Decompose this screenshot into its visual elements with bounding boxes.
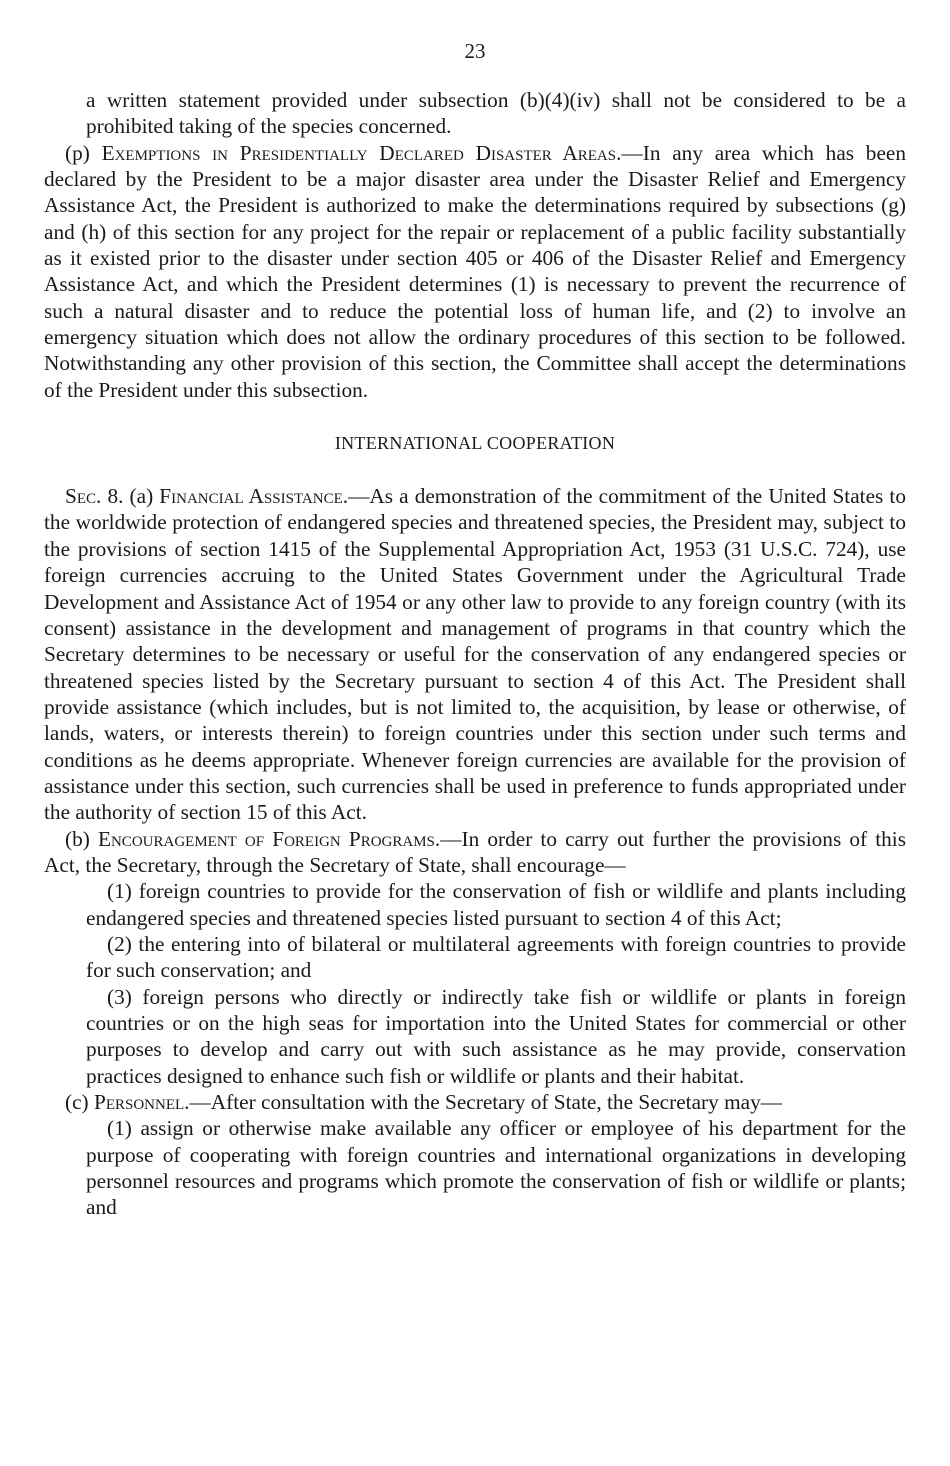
subsection-p-label: (p) xyxy=(65,140,90,165)
subsection-a-heading: Financial Assistance. xyxy=(159,484,349,509)
subsection-p-paragraph xyxy=(44,140,906,403)
section-number: 8. (a) xyxy=(107,484,154,509)
subsection-p-text: —In any area which has been declared by the President to be a major disaster area under the Disaster Relief and Emergency Assistance Act, the President is authorized to make the determinations required by subsections (g) and (h) of this section for any project for the repair or replacement of a public facility substantially as it existed prior to the disaster under section 405 or 406 of the Disaster Relief and Emergency Assistance Act, and which the President determines (1) is necessary to prevent the recurrence of such a natural disaster and to reduce the potential loss of human life, and (2) to involve an emergency situation which does not allow the ordinary procedures of this section to be followed. Notwithstanding any other provision of this section, the Committee shall accept the determinations of the President under this subsection. xyxy=(44,140,907,402)
subsection-c-item-1: (1) assign or otherwise make available any officer or employee of his department for the purpose of cooperating with foreign countries and international organizations in developing personnel resources and programs which promote the conservation of fish or wildlife or plants; and xyxy=(86,1116,906,1220)
subsection-c-heading: Personnel. xyxy=(93,1090,190,1115)
subsection-a-text: —As a demonstration of the commitment of the United States to the worldwide protection of endangered species and threatened species, the President may, subject to the provisions of section 1415 of the Supplemental Appropriation Act, 1953 (31 U.S.C. 724), use foreign currencies accruing to the United States Government under the Agricultural Trade Development and Assistance Act of 1954 or any other law to provide to any foreign country (with its consent) assistance in the development and management of programs in that country which the Secretary determines to be necessary or useful for the conservation of any endangered species or threatened species listed by the Secretary pursuant to section 4 of this Act. The President shall provide assistance (which includes, but is not limited to, the acquisition, by lease or otherwise, of lands, waters, or interests therein) to foreign countries under this section under such terms and conditions as he deems appropriate. Whenever foreign currencies are available for the provision of assistance under this section, such currencies shall be used in preference to funds appropriated under the authority of section 15 of this Act. xyxy=(44,484,906,825)
subsection-b-text: —In order to carry out further the provisions of this Act, the Secretary, through the Secretary of State, shall encourage— xyxy=(44,826,906,877)
document-page xyxy=(44,0,906,1221)
document-body xyxy=(44,87,906,1221)
subsection-c-paragraph xyxy=(44,1089,906,1115)
subsection-b-paragraph xyxy=(44,826,906,879)
subsection-c-text: —After consultation with the Secretary of State, the Secretary may— xyxy=(189,1090,783,1115)
subsection-b-heading: Encouragement of Foreign Programs. xyxy=(97,826,441,851)
subsection-b-item-1: (1) foreign countries to provide for the conservation of fish or wildlife and plants including endangered species and threatened species listed pursuant to section 4 of this Act; xyxy=(86,879,906,930)
section-label: Sec. xyxy=(65,484,102,509)
subsection-p-heading: Exemptions in Presidentially Declared Disaster Areas. xyxy=(101,140,622,165)
section-heading: INTERNATIONAL COOPERATION xyxy=(334,433,616,454)
continuation-paragraph: a written statement provided under subsection (b)(4)(iv) shall not be considered to be a prohibited taking of the species concerned. xyxy=(86,88,906,139)
subsection-c-label: (c) xyxy=(65,1090,89,1115)
page-number: 23 xyxy=(464,39,486,63)
subsection-b-label: (b) xyxy=(65,826,90,851)
section-8a-paragraph xyxy=(44,483,906,825)
subsection-b-item-2: (2) the entering into of bilateral or multilateral agreements with foreign countries to provide for such conservation; and xyxy=(86,931,906,983)
subsection-b-item-3: (3) foreign persons who directly or indirectly take fish or wildlife or plants in foreign countries or on the high seas for importation into the United States for commercial or other purposes to develop and carry out with such assistance as he may provide, conservation practices designed to enhance such fish or wildlife or plants and their habitat. xyxy=(86,984,906,1088)
